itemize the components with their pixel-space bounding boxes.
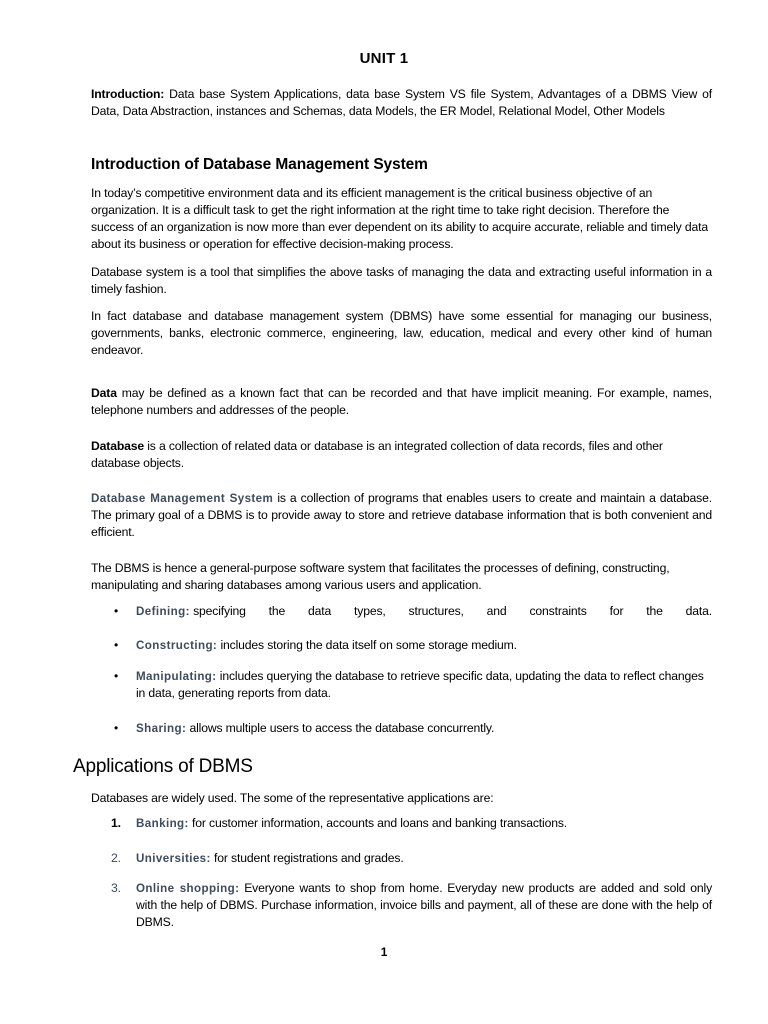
application-text-online-shopping: Everyone wants to shop from home. Everyday new products are added and sold only with the help of DBMS. Purchase information, invoice bills and payment, all of these are done with the help of DBMS. (136, 881, 713, 929)
definition-dbms-term: Database Management System (91, 492, 274, 505)
definition-database-term: Database (91, 439, 144, 453)
defining-word: structures, (408, 604, 464, 618)
list-number: 3. (111, 881, 121, 895)
bullet-term-defining: Defining: (136, 605, 190, 618)
definition-database (91, 438, 712, 472)
bullet-text-constructing: includes storing the data itself on some storage medium. (217, 638, 517, 652)
bullet-icon: • (114, 669, 119, 683)
definition-dbms-text: is a collection of programs that enables users to create and maintain a database. The primary goal of a DBMS is to provide away to store and retrieve database information that is both convenient and efficient. (91, 491, 712, 539)
application-item-universities (136, 850, 712, 867)
bullet-text-sharing: allows multiple users to access the database concurrently. (186, 721, 495, 735)
bullet-term-manipulating: Manipulating: (136, 670, 217, 683)
paragraph-competitive-environment: In today’s competitive environment data and its efficient management is the critical business objective of an organization. It is a difficult task to get the right information at the right time to take right decision. Therefore the success of an organization is now more than ever dependent on its ability to acquire accurate, reliable and timely data about its business or operation for effective decision-making process. (91, 186, 708, 251)
application-term-universities: Universities: (136, 852, 211, 865)
defining-word: data (308, 604, 332, 618)
page-number: 1 (380, 945, 388, 959)
application-term-online-shopping: Online shopping: (136, 882, 240, 895)
defining-word: the (646, 604, 663, 618)
unit-title: UNIT 1 (359, 50, 409, 67)
defining-word: the (268, 604, 286, 618)
bullet-term-sharing: Sharing: (136, 722, 187, 735)
application-text-banking: for customer information, accounts and loans and banking transactions. (188, 816, 568, 830)
paragraph-database-system-tool: Database system is a tool that simplifies the above tasks of managing the data and extracting useful information in a timely fashion. (91, 265, 712, 296)
paragraph-dbms-essential: In fact database and database management system (DBMS) have some essential for managing our business, governments, banks, electronic commerce, engineering, law, education, medical and every other kind of human endeavor. (91, 309, 712, 357)
defining-word: data. (685, 604, 712, 618)
bullet-text-manipulating: includes querying the database to retrieve specific data, updating the data to reflect changes in data, generating reports from data. (136, 669, 704, 700)
intro-paragraph (91, 86, 712, 120)
defining-line (136, 603, 712, 620)
definition-data (91, 385, 712, 419)
section-heading-intro-dbms: Introduction of Database Management System (91, 156, 428, 173)
intro-text: Data base System Applications, data base System VS file System, Advantages of a DBMS View of Data, Data Abstraction, instances and Schemas, data Models, the ER Model, Relational Model, Other Models (91, 87, 712, 118)
defining-word: and (486, 604, 507, 618)
paragraph-general-purpose: The DBMS is hence a general-purpose software system that facilitates the processes of defining, constructing, manipulating and sharing databases among various users and application. (91, 561, 670, 592)
bullet-icon: • (114, 638, 119, 652)
defining-word: constraints (529, 604, 587, 618)
application-term-banking: Banking: (136, 817, 189, 830)
application-item-online-shopping (136, 880, 712, 931)
intro-label: Introduction: (91, 87, 165, 101)
bullet-item-constructing (136, 637, 712, 654)
definition-dbms (91, 490, 712, 541)
list-number: 1. (111, 816, 121, 830)
definition-data-term: Data (91, 386, 117, 400)
bullet-term-constructing: Constructing: (136, 639, 218, 652)
bullet-item-manipulating (136, 668, 712, 702)
bullet-icon: • (114, 721, 119, 735)
definition-data-text: may be defined as a known fact that can be recorded and that have implicit meaning. For example, names, telephone numbers and addresses of the people. (91, 386, 712, 417)
application-item-banking (136, 815, 712, 832)
bullet-icon: • (114, 604, 119, 618)
bullet-item-defining (136, 603, 712, 620)
applications-lead: Databases are widely used. The some of the representative applications are: (91, 791, 494, 805)
defining-first (136, 603, 246, 620)
definition-database-text: is a collection of related data or database is an integrated collection of data records, files and other database objects. (91, 439, 663, 470)
list-number: 2. (111, 851, 121, 865)
application-text-universities: for student registrations and grades. (210, 851, 404, 865)
defining-word: for (609, 604, 624, 618)
bullet-item-sharing (136, 720, 712, 737)
defining-word: types, (354, 604, 386, 618)
section-heading-applications: Applications of DBMS (73, 756, 253, 777)
defining-word: specifying (193, 604, 246, 618)
